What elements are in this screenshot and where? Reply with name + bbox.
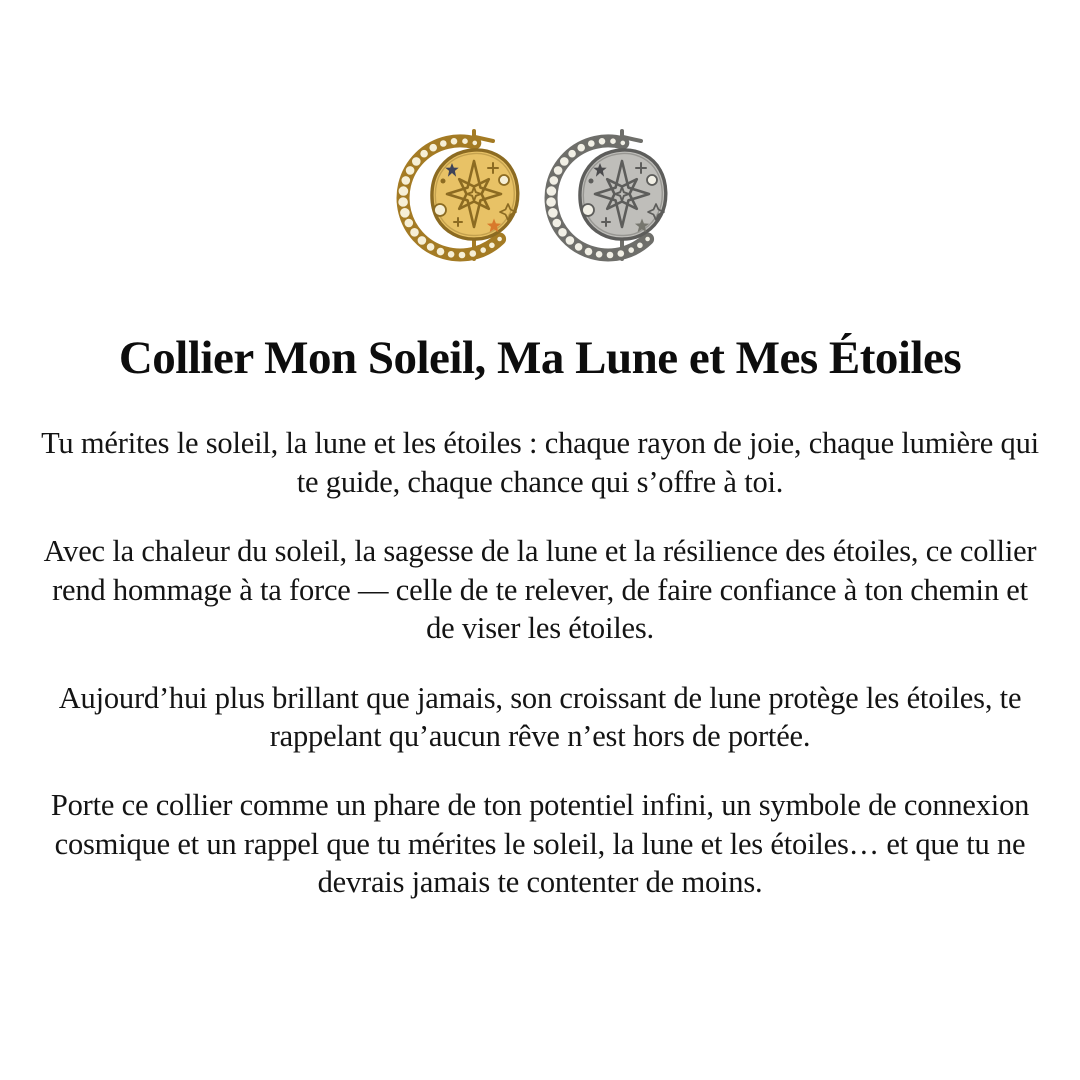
product-description xyxy=(36,424,1044,932)
gold-moon-star-pendant-icon xyxy=(395,118,537,268)
description-paragraph-2: Avec la chaleur du soleil, la sagesse de la lune et la résilience des étoiles, ce collier rend hommage à ta force — celle de te relever, de faire confiance à ton chemin et de viser les étoiles. xyxy=(43,534,1037,646)
description-paragraph-3: Aujourd’hui plus brillant que jamais, son croissant de lune protège les étoiles, te rappelant qu’aucun rêve n’est hors de portée. xyxy=(58,680,1022,753)
silver-moon-star-pendant-icon xyxy=(543,118,685,268)
description-paragraph-4: Porte ce collier comme un phare de ton potentiel infini, un symbole de connexion cosmique et un rappel que tu mérites le soleil, la lune et les étoiles… et que tu ne devrais jamais te contenter de moins. xyxy=(50,788,1030,900)
product-title: Collier Mon Soleil, Ma Lune et Mes Étoiles xyxy=(118,332,962,384)
description-paragraph-1: Tu mérites le soleil, la lune et les étoiles : chaque rayon de joie, chaque lumière qui te guide, chaque chance qui s’offre à toi. xyxy=(41,426,1039,499)
pendant-images xyxy=(395,118,685,268)
